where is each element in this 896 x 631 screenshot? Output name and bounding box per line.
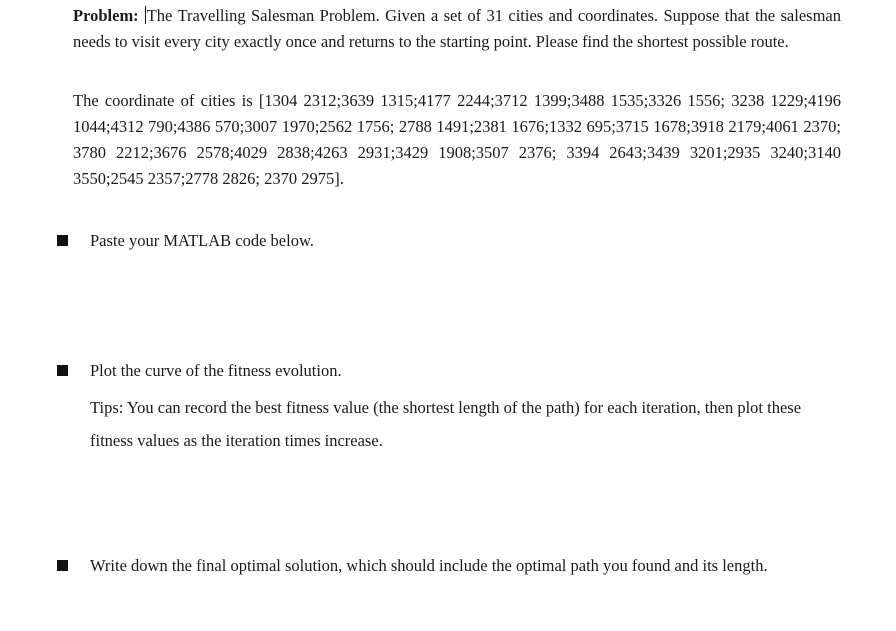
bullet-square-icon [57, 365, 68, 376]
problem-statement [73, 3, 841, 54]
problem-text: The Travelling Salesman Problem. Given a set of 31 cities and coordinates. Suppose that the salesman needs to visit every city exactly once and returns to the starting point. Please find the shortest possible route. [73, 6, 841, 51]
task-item-matlab-code: Paste your MATLAB code below. [90, 231, 314, 250]
bullet-square-icon [57, 560, 68, 571]
city-coordinates: The coordinate of cities is [1304 2312;3639 1315;4177 2244;3712 1399;3488 1535;3326 1556; 3238 1229;4196 1044;4312 790;4386 570;3007 1970;2562 1756; 2788 1491;2381 1676;1332 695;3715 1678;3918 2179;4061 2370; 3780 2212;3676 2578;4029 2838;4263 2931;3429 1908;3507 2376; 3394 2643;3439 3201;2935 3240;3140 3550;2545 2357;2778 2826; 2370 2975]. [73, 91, 841, 188]
task-item-fitness-tips: Tips: You can record the best fitness value (the shortest length of the path) for each iteration, then plot these fitness values as the iteration times increase. [90, 398, 802, 450]
task-item-optimal-solution: Write down the final optimal solution, which should include the optimal path you found and its length. [90, 556, 768, 575]
text-cursor [145, 6, 146, 24]
task-item-fitness-plot: Plot the curve of the fitness evolution. [90, 361, 342, 380]
problem-label: Problem: [73, 6, 139, 25]
bullet-square-icon [57, 235, 68, 246]
